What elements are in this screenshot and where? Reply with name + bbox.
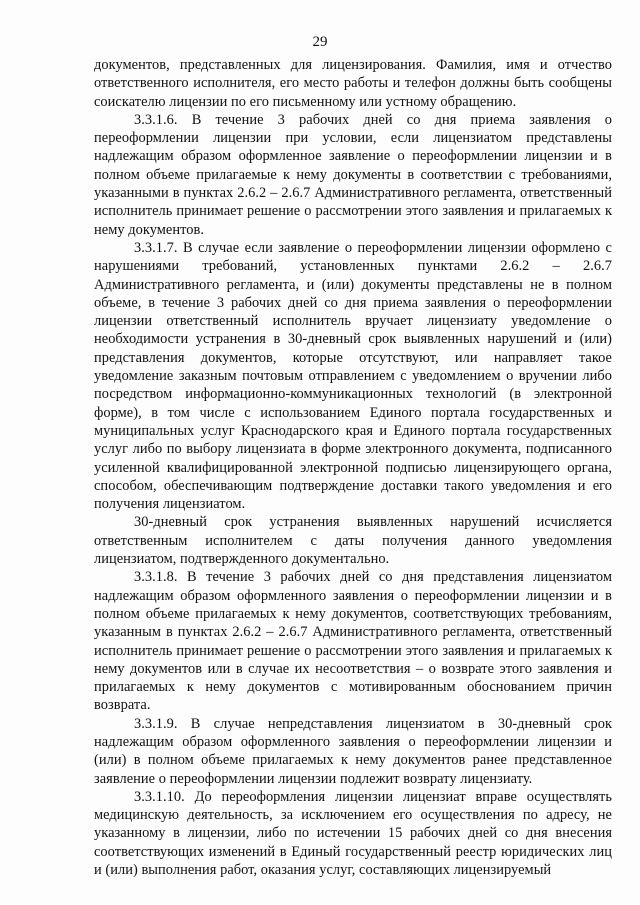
document-body: [94, 56, 612, 879]
page-number: 29: [312, 34, 328, 50]
paragraph-3-3-1-6: 3.3.1.6. В течение 3 рабочих дней со дня приема заявления о переоформлении лицензии при условии, если лицензиатом представлены надлежащим образом оформленное заявление о переоформлении лицензии и в полном объеме прилагаемые к нему документы в соответствии с требованиями, указанными в пунктах 2.6.2 – 2.6.7 Административного регламента, ответственный исполнитель принимает решение о рассмотрении этого заявления и прилагаемых к нему документов.: [94, 111, 612, 238]
paragraph-3-3-1-9: 3.3.1.9. В случае непредставления лицензиатом в 30-дневный срок надлежащим образом оформленного заявления о переоформлении лицензии и (или) в полном объеме прилагаемых к нему документов ранее представленное заявление о переоформлении лицензии подлежит возврату лицензиату.: [94, 715, 612, 787]
paragraph-continuation: документов, представленных для лицензирования. Фамилия, имя и отчество ответственного исполнителя, его место работы и телефон должны быть сообщены соискателю лицензии по его письменному или устному обращению.: [94, 57, 612, 110]
paragraph-3-3-1-8: 3.3.1.8. В течение 3 рабочих дней со дня представления лицензиатом надлежащим образом оформленного заявления о переоформлении лицензии и в полном объеме прилагаемых к нему документов, соответствующих требованиям, указанным в пунктах 2.6.2 – 2.6.7 Административного регламента, ответственный исполнитель принимает решение о рассмотрении этого заявления и прилагаемых к нему документов или в случае их несоответствия – о возврате этого заявления и прилагаемых к нему документов с мотивированным обоснованием причин возврата.: [94, 569, 612, 714]
paragraph-deadline-note: 30-дневный срок устранения выявленных нарушений исчисляется ответственным исполнителем с даты получения данного уведомления лицензиатом, подтвержденного документально.: [94, 514, 612, 568]
paragraph-3-3-1-10: 3.3.1.10. До переоформления лицензии лицензиат вправе осуществлять медицинскую деятельность, за исключением его осуществления по адресу, не указанному в лицензии, либо по истечении 15 рабочих дней со дня внесения соответствующих изменений в Единый государственный реестр юридических лиц и (или) выполнения работ, оказания услуг, составляющих лицензируемый: [94, 788, 612, 879]
paragraph-3-3-1-7: 3.3.1.7. В случае если заявление о переоформлении лицензии оформлено с нарушениями требований, установленных пунктами 2.6.2 – 2.6.7 Административного регламента, и (или) документы представлены не в полном объеме, в течение 3 рабочих дней со дня приема заявления о переоформлении лицензии ответственный исполнитель вручает лицензиату уведомление о необходимости устранения в 30-дневный срок выявленных нарушений и (или) представления документов, которые отсутствуют, или направляет такое уведомление заказным почтовым отправлением с уведомлением о вручении либо посредством информационно-коммуникационных технологий (в электронной форме), в том числе с использованием Единого портала государственных и муниципальных услуг Краснодарского края и Единого портала государственных услуг либо по выбору лицензиата в форме электронного документа, подписанного усиленной квалифицированной электронной подписью лицензирующего органа, способом, обеспечивающим подтверждение доставки такого уведомления и его получения лицензиатом.: [94, 239, 612, 513]
